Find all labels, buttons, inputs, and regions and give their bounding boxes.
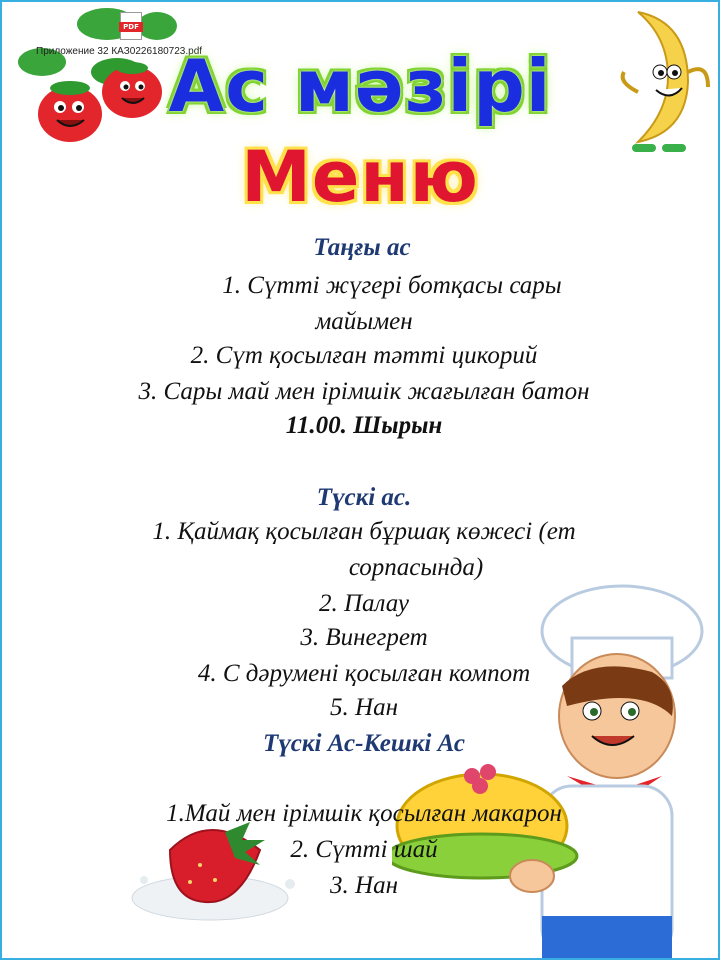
breakfast-item-3: 3. Сары май мен ірімшік жағылған батон — [138, 378, 590, 405]
lunch-heading: Түскі ас. — [316, 484, 412, 511]
afternoon-item-3: 3. Нан — [330, 872, 398, 899]
afternoon-heading: Түскі Ас-Кешкі Ас — [263, 730, 465, 757]
breakfast-item-1: 1. Сүтті жүгері ботқасы сары — [222, 272, 562, 299]
breakfast-heading: Таңғы ас — [313, 234, 411, 261]
lunch-item-3: 3. Винегрет — [300, 624, 428, 651]
lunch-item-1-cont: сорпасында) — [348, 554, 484, 581]
pdf-file-icon: PDF — [120, 12, 142, 40]
title-russian: Меню — [241, 136, 479, 218]
afternoon-item-1: 1.Май мен ірімшік қосылған макарон — [166, 800, 562, 827]
lunch-item-5: 5. Нан — [330, 694, 398, 721]
file-name: Приложение 32 КАЗ0226180723.pdf — [36, 46, 203, 57]
snack-line: 11.00. Шырын — [285, 412, 443, 439]
strawberry-splash-icon — [130, 810, 310, 930]
breakfast-item-1-cont: майымен — [315, 308, 413, 335]
title-kazakh: Ас мәзірі — [168, 44, 552, 128]
lunch-item-4: 4. С дәрумені қосылған компот — [197, 660, 531, 687]
breakfast-item-2: 2. Сүт қосылған тәтті цикорий — [190, 342, 538, 369]
afternoon-item-2: 2. Сүтті шай — [290, 836, 438, 863]
lunch-item-1: 1. Қаймақ қосылған бұршақ көжесі (ет — [152, 518, 576, 545]
lunch-item-2: 2. Палау — [318, 590, 410, 617]
